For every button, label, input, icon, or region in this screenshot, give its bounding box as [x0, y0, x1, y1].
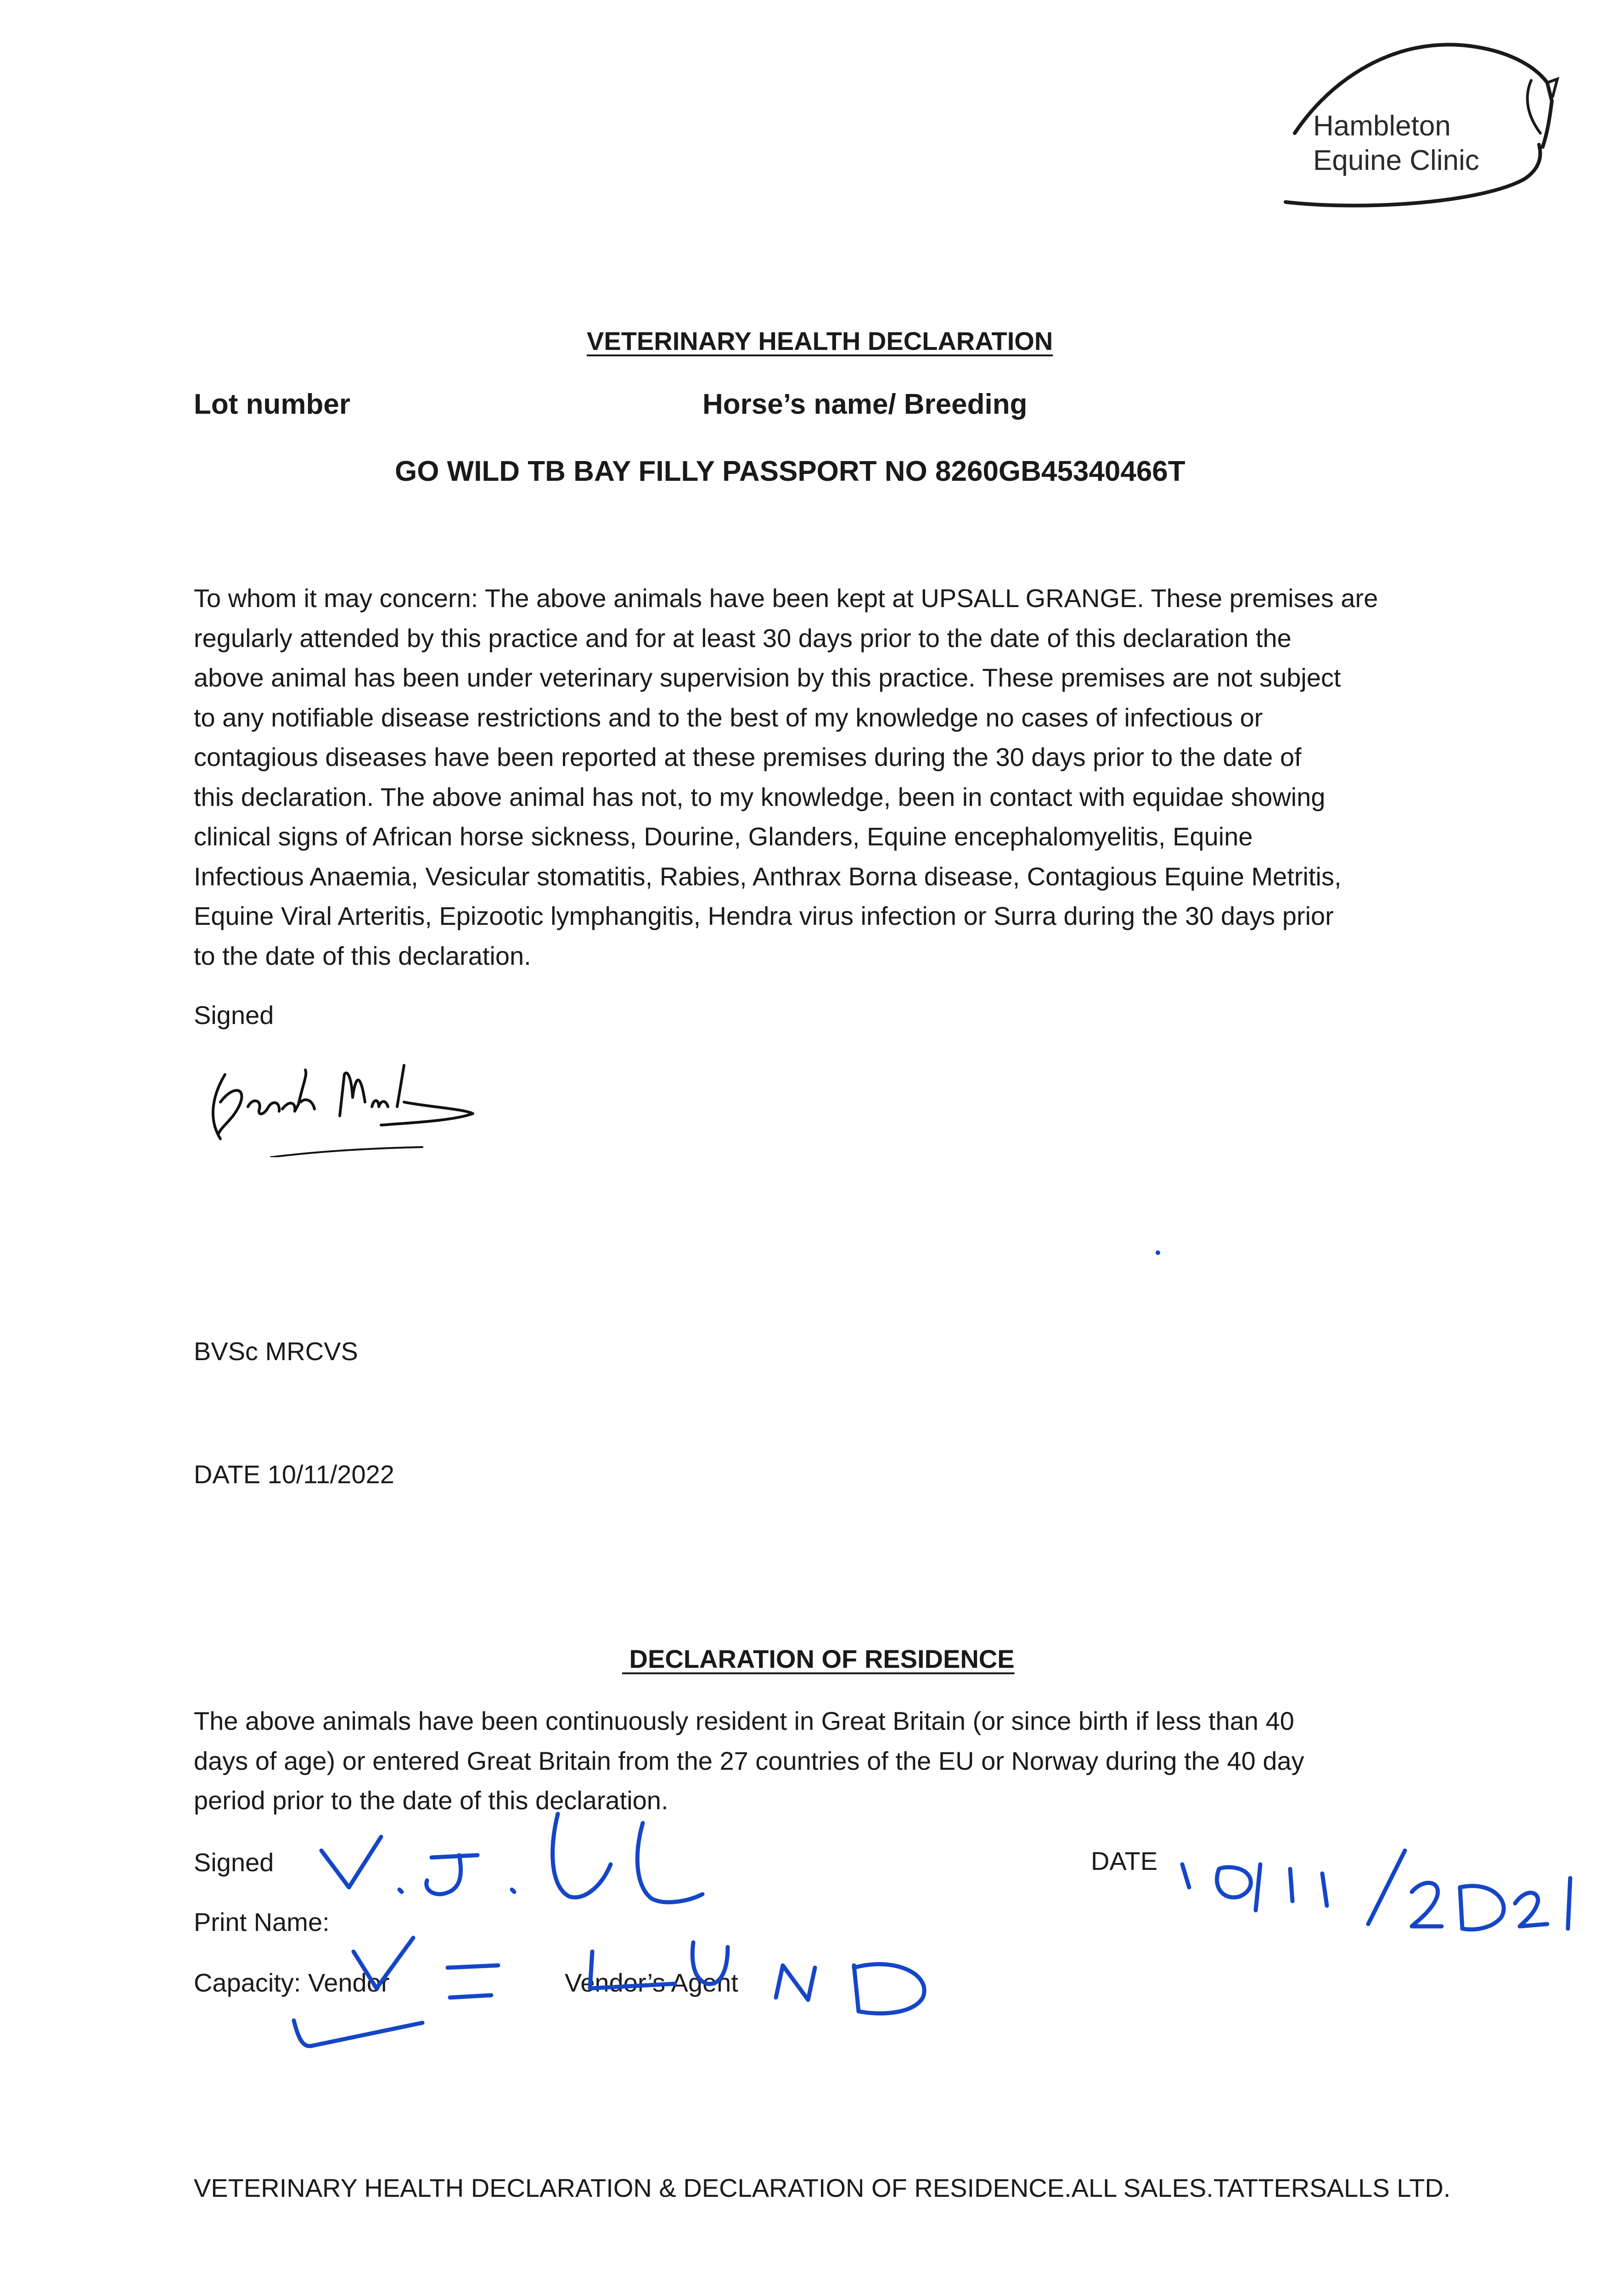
- lot-number-label: Lot number: [194, 388, 350, 420]
- signed-label: Signed: [194, 1001, 274, 1030]
- residence-date-label: DATE: [1091, 1846, 1158, 1875]
- document-title: VETERINARY HEALTH DECLARATION: [587, 326, 1053, 355]
- declaration-paragraph: To whom it may concern: The above animals have been kept at UPSALL GRANGE. These premises are regularly attended by this practice and for at least 30 days prior to the date of this declaration the above animal has been under veterinary supervision by this practice. These premises are not subject to any notifiable disease restrictions and to the best of my knowledge no cases of infectious or contagious diseases have been reported at these premises during the 30 days prior to the date of this declaration. The above animal has not, to my knowledge, been in contact with equidae showing clinical signs of African horse sickness, Dourine, Glanders, Equine encephalomyelitis, Equine Infectious Anaemia, Vesicular stomatitis, Rabies, Anthrax Borna disease, Contagious Equine Metritis, Equine Viral Arteritis, Epizootic lymphangitis, Hendra virus infection or Surra during the 30 days prior to the date of this declaration.: [194, 584, 1378, 970]
- logo-line-1: Hambleton: [1313, 110, 1451, 142]
- declaration-date: DATE 10/11/2022: [194, 1460, 394, 1489]
- handwritten-signature: [321, 1814, 702, 1902]
- print-name-label: Print Name:: [194, 1908, 330, 1936]
- horse-details: GO WILD TB BAY FILLY PASSPORT NO 8260GB45340466T: [395, 456, 1185, 487]
- handwritten-date: [1182, 1851, 1570, 1930]
- qualification-text: BVSc MRCVS: [194, 1337, 358, 1366]
- handwritten-name: [294, 1938, 924, 2046]
- footer-text: VETERINARY HEALTH DECLARATION & DECLARATION OF RESIDENCE.ALL SALES.TATTERSALLS LTD.: [194, 2173, 1451, 2202]
- capacity-vendor-label: Capacity: Vendor: [194, 1968, 390, 1997]
- residence-title: DECLARATION OF RESIDENCE: [622, 1644, 1015, 1673]
- residence-signed-label: Signed: [194, 1848, 274, 1877]
- logo-line-2: Equine Clinic: [1313, 145, 1479, 176]
- horse-name-label: Horse’s name/ Breeding: [702, 388, 1028, 420]
- residence-paragraph: The above animals have been continuously resident in Great Britain (or since birth if less than 40 days of age) or entered Great Britain from the 27 countries of the EU or Norway during the 40 day period prior to the date of this declaration.: [194, 1706, 1304, 1815]
- vendors-agent-label: Vendor’s Agent: [565, 1968, 738, 1997]
